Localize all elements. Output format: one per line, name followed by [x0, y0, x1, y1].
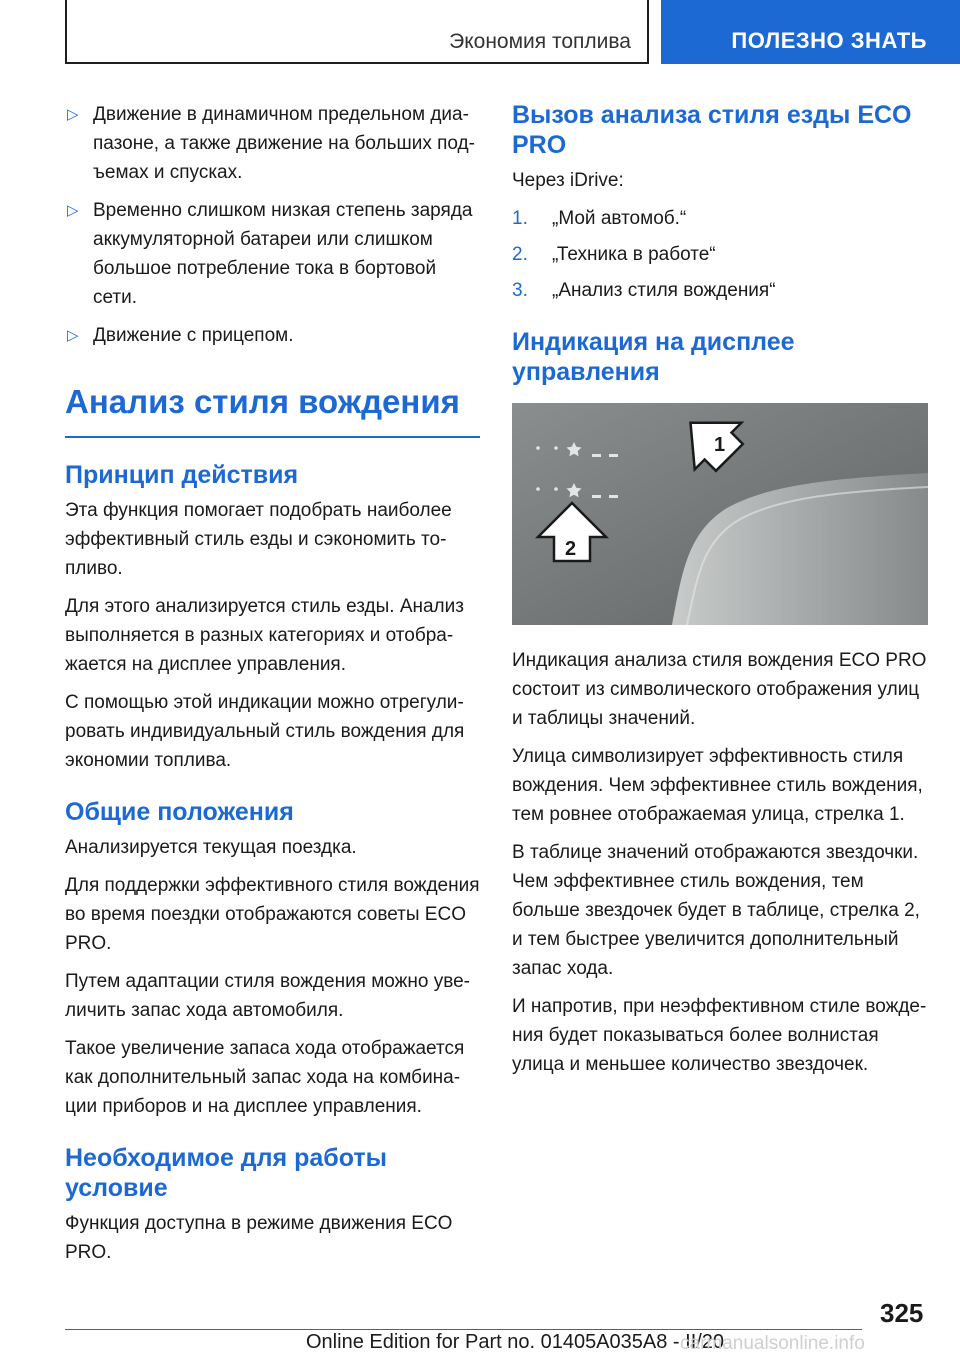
- eco-pro-display-figure: [512, 403, 928, 625]
- left-column: [65, 100, 480, 1276]
- paragraph: В таблице значений отображаются звездочки. Чем эффективнее стиль вождения, тем больше звездочек будет в таблице, стрелка 2, и тем быстрее увеличится дополнительный запас хода.: [512, 842, 920, 979]
- paragraph: Путем адаптации стиля вождения можно увеличить запас хода автомобиля.: [65, 971, 470, 1021]
- list-item: [512, 240, 930, 269]
- triangle-bullet-icon: ▷: [67, 202, 79, 219]
- step-number: 2.: [512, 244, 528, 265]
- header-chapter-tab[interactable]: [661, 0, 960, 64]
- menu-steps-list: [512, 204, 930, 305]
- heading-display-indication: Индикация на дисплее управления: [512, 328, 795, 386]
- list-item: [512, 204, 930, 233]
- paragraph: И напротив, при неэффективном стиле вождения будет показываться более волнистая улица и меньшее количество звездочек.: [512, 996, 927, 1075]
- triangle-bullet-icon: ▷: [67, 106, 79, 123]
- paragraph: Для этого анализируется стиль езды. Анализ выполняется в разных категориях и отображается на дисплее управления.: [65, 596, 464, 675]
- step-number: 1.: [512, 208, 528, 229]
- list-item: [512, 276, 930, 305]
- paragraph: Эта функция помогает подобрать наиболее эффективный стиль езды и сэкономить топливо.: [65, 500, 452, 579]
- step-number: 3.: [512, 280, 528, 301]
- triangle-bullet-icon: ▷: [67, 327, 79, 344]
- list-item: ▷ Временно слишком низкая степень заряда аккумуляторной батареи или слишком большое потребление тока в бортовой сети.: [65, 196, 480, 312]
- heading-requirement: Необходимое для работы условие: [65, 1144, 387, 1202]
- paragraph: Такое увеличение запаса хода отображается как дополнительный запас хода на комбинации приборов и на дисплее управления.: [65, 1038, 465, 1117]
- header-section-title: Экономия топлива: [449, 30, 631, 53]
- paragraph: С помощью этой индикации можно отрегулировать индивидуальный стиль вождения для экономии топлива.: [65, 692, 465, 771]
- page-number: 325: [880, 1298, 924, 1328]
- paragraph: Для поддержки эффективного стиля вождения во время поездки отображаются советы ECO PRO.: [65, 875, 480, 954]
- paragraph: Индикация анализа стиля вождения ECO PRO состоит из символического отображения улиц и таблицы значений.: [512, 650, 927, 729]
- edition-text: Online Edition for Part no. 01405A035A8 - II/20: [306, 1331, 725, 1353]
- footer-divider: [65, 1329, 862, 1330]
- arrow-1-label: 1: [714, 434, 726, 456]
- header-section-box: [65, 0, 649, 64]
- heading-general: Общие положения: [65, 798, 294, 826]
- step-text: „Анализ стиля вождения“: [552, 280, 776, 301]
- step-text: „Мой автомоб.“: [552, 208, 687, 229]
- paragraph: Анализируется текущая поездка.: [65, 837, 357, 858]
- paragraph: Функция доступна в режиме движения ECO PRO.: [65, 1213, 453, 1263]
- arrow-2-label: 2: [565, 538, 577, 560]
- step-text: „Техника в работе“: [552, 244, 716, 265]
- list-item: ▷ Движение с прицепом.: [65, 321, 480, 350]
- header-chapter-title: ПОЛЕЗНО ЗНАТЬ: [731, 28, 927, 53]
- heading-call-analysis: Вызов анализа стиля езды ECO PRO: [512, 101, 912, 159]
- watermark: carmanualsonline.info: [680, 1333, 865, 1354]
- page-title: Анализ стиля вождения: [65, 382, 480, 438]
- conditions-list: [65, 100, 480, 350]
- paragraph: Улица символизирует эффективность стиля вождения. Чем эффективнее стиль вождения, тем ровнее отображаемая улица, стрелка 1.: [512, 746, 923, 825]
- idrive-intro: Через iDrive:: [512, 170, 624, 191]
- list-item: ▷ Движение в динамичном предельном диапазоне, а также движение на больших подъемах и спусках.: [65, 100, 480, 187]
- right-column: [512, 100, 930, 1088]
- heading-principle: Принцип действия: [65, 461, 299, 489]
